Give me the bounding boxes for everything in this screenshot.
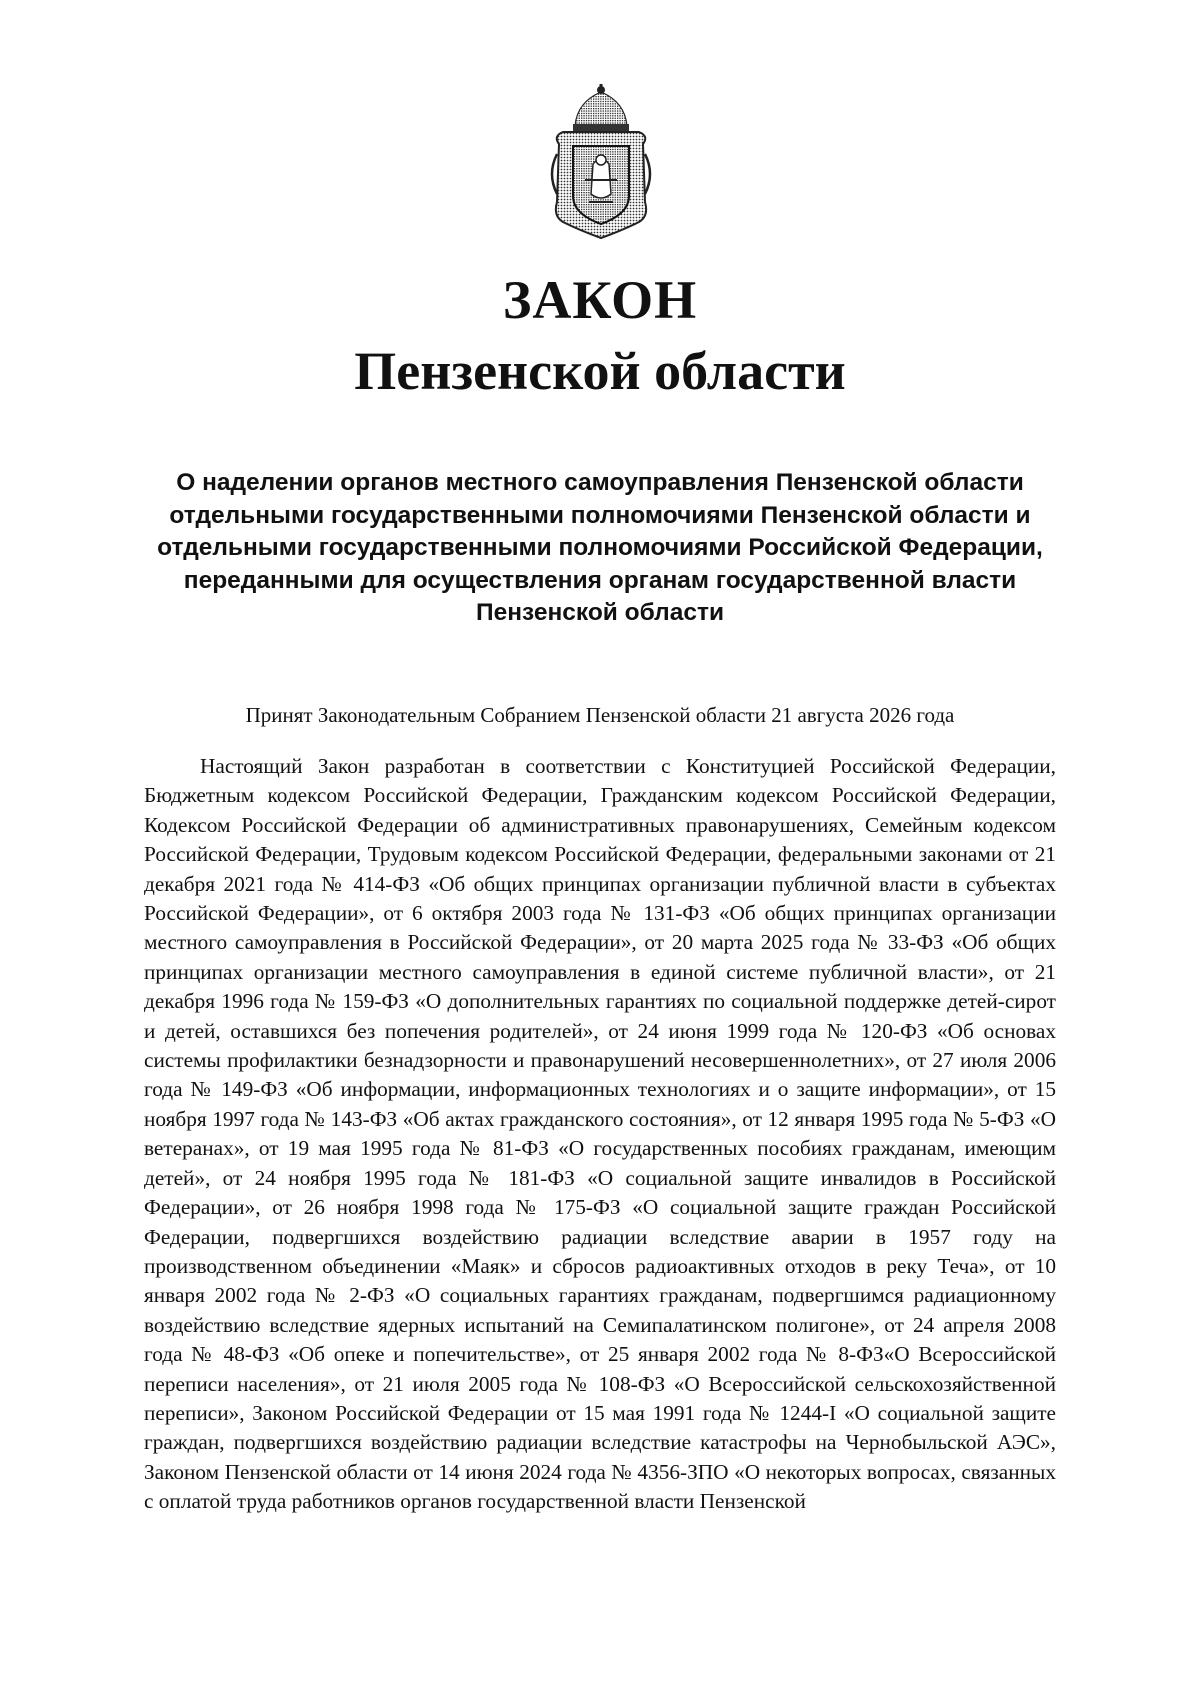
document-title: ЗАКОН (502, 270, 698, 330)
adoption-note: Принят Законодательным Собранием Пензенской области 21 августа 2026 года (245, 703, 955, 727)
preamble-paragraph: Настоящий Закон разработан в соответствии с Конституцией Российской Федерации, Бюджетным кодексом Российской Федерации, Гражданским кодексом Российской Федерации, Кодексом Российской Федерации об административных правонарушениях, Семейным кодексом Российской Федерации, Трудовым кодексом Российской Федерации, федеральными законами от 21 декабря 2021 года № 414-ФЗ «Об общих принципах организации публичной власти в субъектах Российской Федерации», от 6 октября 2003 года № 131-ФЗ «Об общих принципах организации местного самоуправления в Российской Федерации», от 20 марта 2025 года № 33-ФЗ «Об общих принципах организации местного самоуправления в единой системе публичной власти», от 21 декабря 1996 года № 159-ФЗ «О дополнительных гарантиях по социальной поддержке детей-сирот и детей, оставшихся без попечения родителей», от 24 июня 1999 года № 120-ФЗ «Об основах системы профилактики безнадзорности и правонарушений несовершеннолетних», от 27 июля 2006 года № 149-ФЗ «Об информации, информационных технологиях и о защите информации», от 15 ноября 1997 года № 143-ФЗ «Об актах гражданского состояния», от 12 января 1995 года № 5-ФЗ «О ветеранах», от 19 мая 1995 года № 81-ФЗ «О государственных пособиях гражданам, имеющим детей», от 24 ноября 1995 года № 181-ФЗ «О социальной защите инвалидов в Российской Федерации», от 26 ноября 1998 года № 175-ФЗ «О социальной защите граждан Российской Федерации, подвергшихся воздействию радиации вследствие аварии в 1957 году на производственном объединении «Маяк» и сбросов радиоактивных отходов в реку Теча», от 10 января 2002 года № 2-ФЗ «О социальных гарантиях гражданам, подвергшимся радиационному воздействию вследствие ядерных испытаний на Семипалатинском полигоне», от 24 апреля 2008 года № 48-ФЗ «Об опеке и попечительстве», от 25 января 2002 года № 8-ФЗ«О Всероссийской переписи населения», от 21 июля 2005 года № 108-ФЗ «О Всероссийской сельскохозяйственной переписи», Законом Российской Федерации от 15 мая 1991 года № 1244-I «О социальной защите граждан, подвергшихся воздействию радиации вследствие катастрофы на Чернобыльской АЭС», Законом Пензенской области от 14 июня 2024 года № 4356-ЗПО «О некоторых вопросах, связанных с оплатой труда работников органов государственной власти Пензенской (144, 754, 1056, 1514)
document-subtitle: Пензенской области (354, 341, 846, 401)
penza-coat-of-arms-icon (545, 84, 657, 240)
law-heading: О наделении органов местного самоуправления Пензенской области отдельными государственными полномочиями Пензенской области и отдельными государственными полномочиями Российской Федерации, переданными для осуществления органам государственной власти Пензенской области (157, 469, 1043, 626)
